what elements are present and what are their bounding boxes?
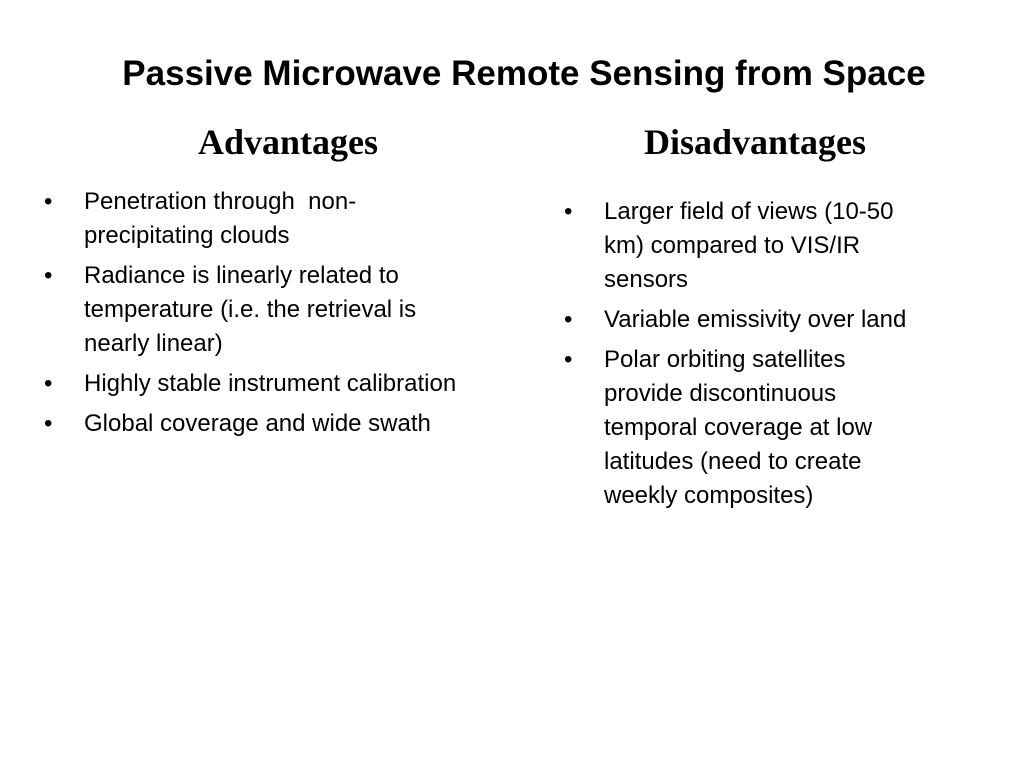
bullet-icon: •: [564, 346, 573, 373]
advantages-item: [44, 185, 534, 253]
bullet-icon: •: [44, 262, 53, 289]
advantages-item: [44, 407, 534, 441]
advantages-heading: Advantages: [197, 122, 379, 162]
disadvantages-item: [564, 343, 984, 513]
bullet-icon: •: [44, 370, 53, 397]
bullet-icon: •: [564, 198, 573, 225]
disadvantages-heading: Disadvantages: [643, 122, 867, 162]
advantages-item-text: Highly stable instrument calibration: [84, 370, 457, 397]
disadvantages-item-text: Larger field of views (10-50 km) compared to VIS/IR sensors: [604, 198, 894, 293]
bullet-icon: •: [44, 188, 53, 215]
disadvantages-item: [564, 303, 984, 337]
disadvantages-list: [564, 195, 984, 519]
advantages-item: [44, 367, 534, 401]
bullet-icon: •: [44, 410, 53, 437]
advantages-item-text: Penetration through non- precipitating clouds: [84, 188, 357, 249]
advantages-list: [44, 185, 534, 447]
advantages-item-text: Global coverage and wide swath: [84, 410, 431, 437]
slide-title: Passive Microwave Remote Sensing from Space: [122, 54, 926, 93]
advantages-item-text: Radiance is linearly related to temperature (i.e. the retrieval is nearly linear): [84, 262, 417, 357]
advantages-item: [44, 259, 534, 361]
disadvantages-item-text: Variable emissivity over land: [604, 306, 907, 333]
bullet-icon: •: [564, 306, 573, 333]
disadvantages-item: [564, 195, 984, 297]
disadvantages-item-text: Polar orbiting satellites provide discontinuous temporal coverage at low latitudes (need to create weekly composites): [604, 346, 873, 509]
